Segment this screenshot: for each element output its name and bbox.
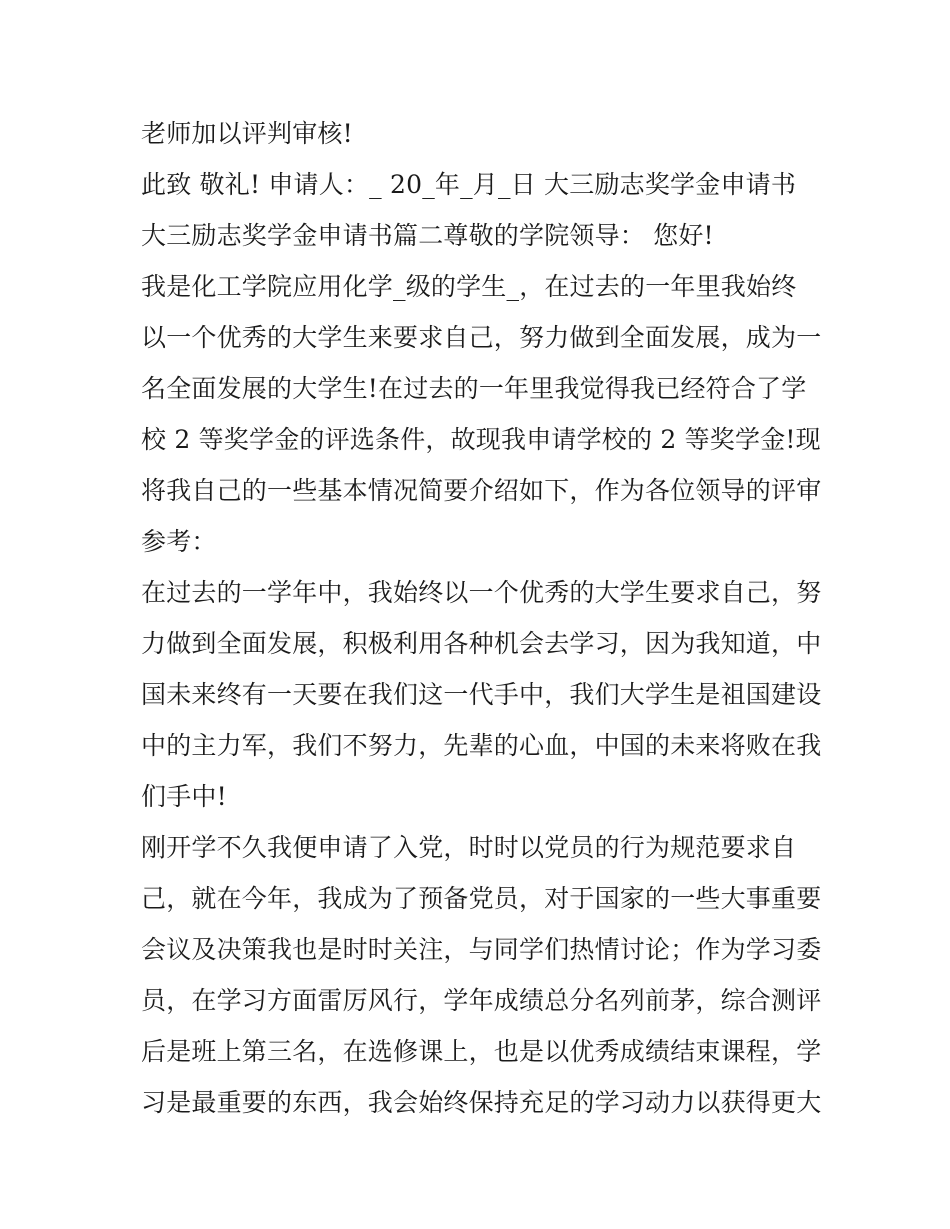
text-line: 中的主力军，我们不努力，先辈的心血，中国的未来将败在我 [141,731,822,760]
text-line: 此致 敬礼! 申请人：_ 20_年_月_日 大三励志奖学金申请书 [141,170,797,199]
text-line: 参考： [141,527,217,556]
text-line: 会议及决策我也是时时关注，与同学们热情讨论；作为学习委 [141,935,822,964]
text-line: 名全面发展的大学生!在过去的一年里我觉得我已经符合了学 [141,374,807,403]
text-line: 员，在学习方面雷厉风行，学年成绩总分名列前茅，综合测评 [141,986,822,1015]
text-line: 老师加以评判审核! [141,119,353,148]
text-line: 己，就在今年，我成为了预备党员，对于国家的一些大事重要 [141,884,822,913]
text-line: 在过去的一学年中，我始终以一个优秀的大学生要求自己，努 [141,578,822,607]
text-line: 以一个优秀的大学生来要求自己，努力做到全面发展，成为一 [141,323,822,352]
text-line: 习是最重要的东西，我会始终保持充足的学习动力以获得更大 [141,1088,822,1117]
document-body [141,108,822,1128]
text-line: 国未来终有一天要在我们这一代手中，我们大学生是祖国建设 [141,680,822,709]
text-line: 们手中! [141,782,227,811]
text-line: 刚开学不久我便申请了入党，时时以党员的行为规范要求自 [141,833,797,862]
text-line: 力做到全面发展，积极利用各种机会去学习，因为我知道，中 [141,629,822,658]
text-line: 我是化工学院应用化学_级的学生_，在过去的一年里我始终 [141,272,797,301]
text-line: 大三励志奖学金申请书篇二尊敬的学院领导： 您好! [141,221,714,250]
text-line: 将我自己的一些基本情况简要介绍如下，作为各位领导的评审 [141,476,822,505]
text-line: 校 2 等奖学金的评选条件，故现我申请学校的 2 等奖学金!现 [141,425,821,454]
text-line: 后是班上第三名，在选修课上，也是以优秀成绩结束课程，学 [141,1037,822,1066]
